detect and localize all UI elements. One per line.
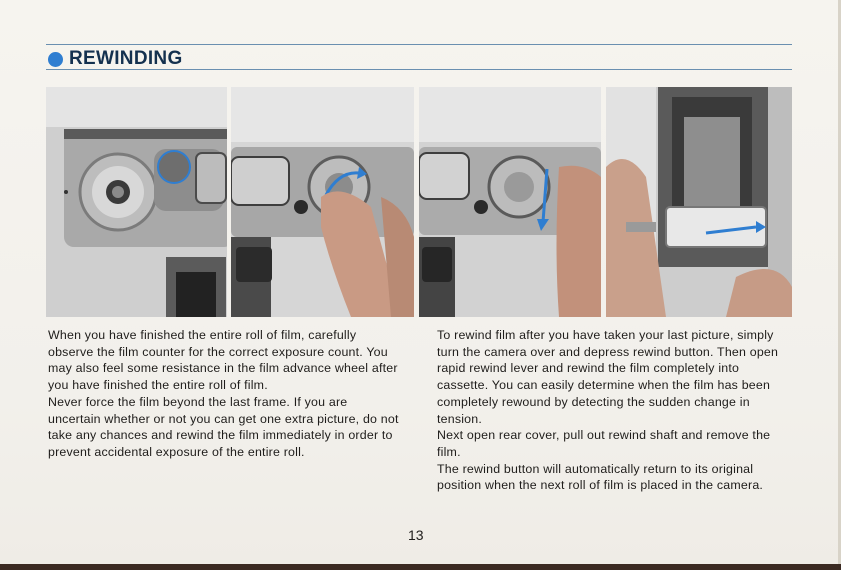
heading-underline — [46, 69, 792, 70]
top-rule — [46, 44, 792, 45]
bullet-dot-icon — [48, 52, 63, 67]
photo-opening-rear-cover — [606, 87, 792, 317]
right-paragraph-2: Next open rear cover, pull out rewind shaft and remove the film. — [437, 428, 771, 459]
book-binding-edge — [0, 564, 841, 570]
photo-turning-rewind-knob — [231, 87, 414, 317]
left-paragraph-1: When you have finished the entire roll of film, carefully observe the film counter for the correct exposure count. You may also feel some resistance in the film advance wheel after you have finished the entire roll of film. — [48, 328, 398, 393]
left-text-column — [48, 327, 401, 461]
right-text-column — [437, 327, 791, 494]
right-paragraph-1: To rewind film after you have taken your last picture, simply turn the camera over and depress rewind button. Then open rapid rewind lever and rewind the film completely into cassette. You can easily determine when the film has been completely rewound by detecting the sudden change in tension. — [437, 328, 779, 426]
right-paragraph-3: The rewind button will automatically return to its original position when the next roll of film is placed in the camera. — [437, 461, 764, 493]
page-number: 13 — [408, 527, 424, 543]
photo-camera-top-view — [46, 87, 227, 317]
section-heading — [48, 48, 183, 70]
section-title: REWINDING — [69, 48, 183, 69]
left-paragraph-2: Never force the film beyond the last frame. If you are uncertain whether or not you can get one extra picture, do not take any chances and rewind the film immediately in order to prevent accidental exposure of the entire roll. — [48, 394, 399, 459]
photo-depressing-rewind-button — [419, 87, 601, 317]
